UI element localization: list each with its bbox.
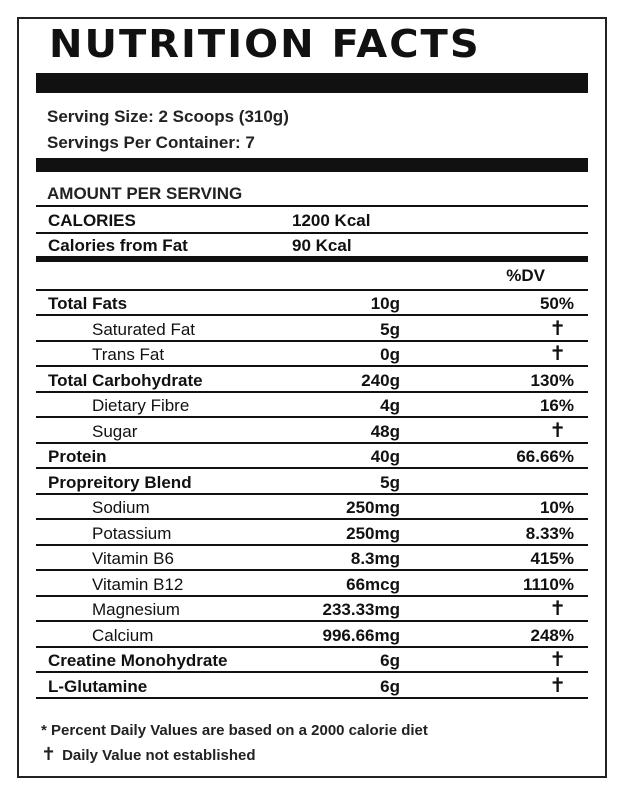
dagger-icon: ✝ bbox=[549, 343, 566, 365]
nutrient-row bbox=[36, 291, 588, 316]
nutrient-name: Sodium bbox=[92, 498, 150, 517]
serving-size: Serving Size: 2 Scoops (310g) bbox=[47, 107, 289, 126]
dagger-icon: ✝ bbox=[549, 649, 566, 671]
dagger-icon: ✝ bbox=[549, 317, 566, 340]
nutrient-name: Saturated Fat bbox=[92, 319, 196, 339]
nutrient-row bbox=[36, 495, 588, 520]
footnote-dagger bbox=[41, 745, 256, 764]
nutrient-row bbox=[36, 623, 588, 648]
nutrient-amount: 5g bbox=[380, 472, 400, 492]
divider bbox=[36, 205, 588, 207]
nutrient-name: Vitamin B6 bbox=[92, 549, 174, 568]
footnote-dagger-text: Daily Value not established bbox=[62, 747, 256, 764]
nutrient-dv: 8.33% bbox=[525, 523, 574, 543]
nutrient-name: Sugar bbox=[92, 421, 138, 441]
nutrient-name: Total Fats bbox=[48, 294, 128, 313]
nutrient-dv: 248% bbox=[530, 625, 574, 645]
nutrient-name: Protein bbox=[48, 447, 107, 466]
dv-header: %DV bbox=[506, 266, 545, 285]
nutrient-row bbox=[36, 648, 588, 673]
nutrient-dv: 130% bbox=[530, 370, 574, 390]
nutrient-row bbox=[36, 368, 588, 393]
calories-from-fat-row bbox=[36, 233, 588, 257]
nutrition-label bbox=[17, 17, 607, 778]
nutrient-amount: 250mg bbox=[346, 498, 400, 517]
nutrient-amount: 8.3mg bbox=[350, 549, 400, 568]
nutrient-name: L-Glutamine bbox=[48, 676, 148, 696]
nutrient-row bbox=[36, 393, 588, 418]
dagger-icon: ✝ bbox=[41, 744, 57, 764]
nutrient-amount: 10g bbox=[370, 294, 400, 313]
nutrient-row bbox=[36, 572, 588, 597]
calories-label: CALORIES bbox=[48, 211, 136, 230]
label-title: NUTRITION FACTS bbox=[49, 23, 481, 67]
nutrient-row bbox=[36, 470, 588, 495]
nutrient-amount: 6g bbox=[380, 676, 400, 696]
medium-divider bbox=[36, 256, 588, 262]
calories-from-fat-value: 90 Kcal bbox=[292, 236, 352, 255]
nutrient-row bbox=[36, 419, 588, 444]
calories-row bbox=[36, 208, 588, 232]
footnote-percent: * Percent Daily Values are based on a 2000 calorie diet bbox=[41, 722, 428, 739]
nutrient-name: Propreitory Blend bbox=[48, 472, 192, 492]
nutrient-name: Creatine Monohydrate bbox=[48, 651, 228, 670]
nutrient-amount: 240g bbox=[361, 370, 400, 390]
nutrient-row bbox=[36, 521, 588, 546]
nutrient-dv: 415% bbox=[530, 549, 574, 568]
nutrient-name: Vitamin B12 bbox=[92, 574, 184, 594]
nutrient-name: Dietary Fibre bbox=[92, 396, 190, 415]
thick-divider bbox=[36, 158, 588, 172]
nutrient-name: Total Carbohydrate bbox=[48, 370, 203, 390]
dagger-icon: ✝ bbox=[549, 674, 566, 697]
nutrient-dv: 10% bbox=[539, 498, 574, 517]
nutrient-row bbox=[36, 342, 588, 367]
nutrient-name: Magnesium bbox=[92, 600, 180, 619]
nutrient-name: Potassium bbox=[92, 523, 172, 543]
nutrient-dv: 16% bbox=[539, 396, 574, 415]
nutrient-amount: 233.33mg bbox=[322, 600, 400, 619]
nutrient-dv: 50% bbox=[539, 294, 574, 313]
nutrient-amount: 0g bbox=[380, 345, 400, 364]
amount-per-serving: AMOUNT PER SERVING bbox=[47, 184, 243, 203]
nutrient-row bbox=[36, 674, 588, 699]
nutrient-amount: 4g bbox=[380, 396, 400, 415]
nutrient-row bbox=[36, 444, 588, 469]
nutrient-amount: 6g bbox=[380, 651, 400, 670]
nutrient-name: Calcium bbox=[92, 625, 154, 645]
nutrient-amount: 5g bbox=[380, 319, 400, 339]
nutrient-row bbox=[36, 317, 588, 342]
calories-from-fat-label: Calories from Fat bbox=[48, 236, 188, 255]
dagger-icon: ✝ bbox=[549, 598, 566, 620]
nutrient-amount: 40g bbox=[370, 447, 400, 466]
nutrient-name: Trans Fat bbox=[92, 345, 165, 364]
thick-divider bbox=[36, 73, 588, 93]
nutrient-amount: 250mg bbox=[346, 523, 400, 543]
nutrient-amount: 66mcg bbox=[346, 574, 400, 594]
nutrient-row bbox=[36, 597, 588, 622]
nutrient-amount: 48g bbox=[370, 421, 400, 441]
nutrient-dv: 66.66% bbox=[516, 447, 574, 466]
nutrient-dv: 1110% bbox=[522, 574, 574, 594]
calories-value: 1200 Kcal bbox=[292, 211, 371, 230]
dagger-icon: ✝ bbox=[549, 419, 566, 442]
nutrient-row bbox=[36, 546, 588, 571]
servings-per-container: Servings Per Container: 7 bbox=[47, 133, 255, 152]
nutrient-amount: 996.66mg bbox=[322, 625, 400, 645]
